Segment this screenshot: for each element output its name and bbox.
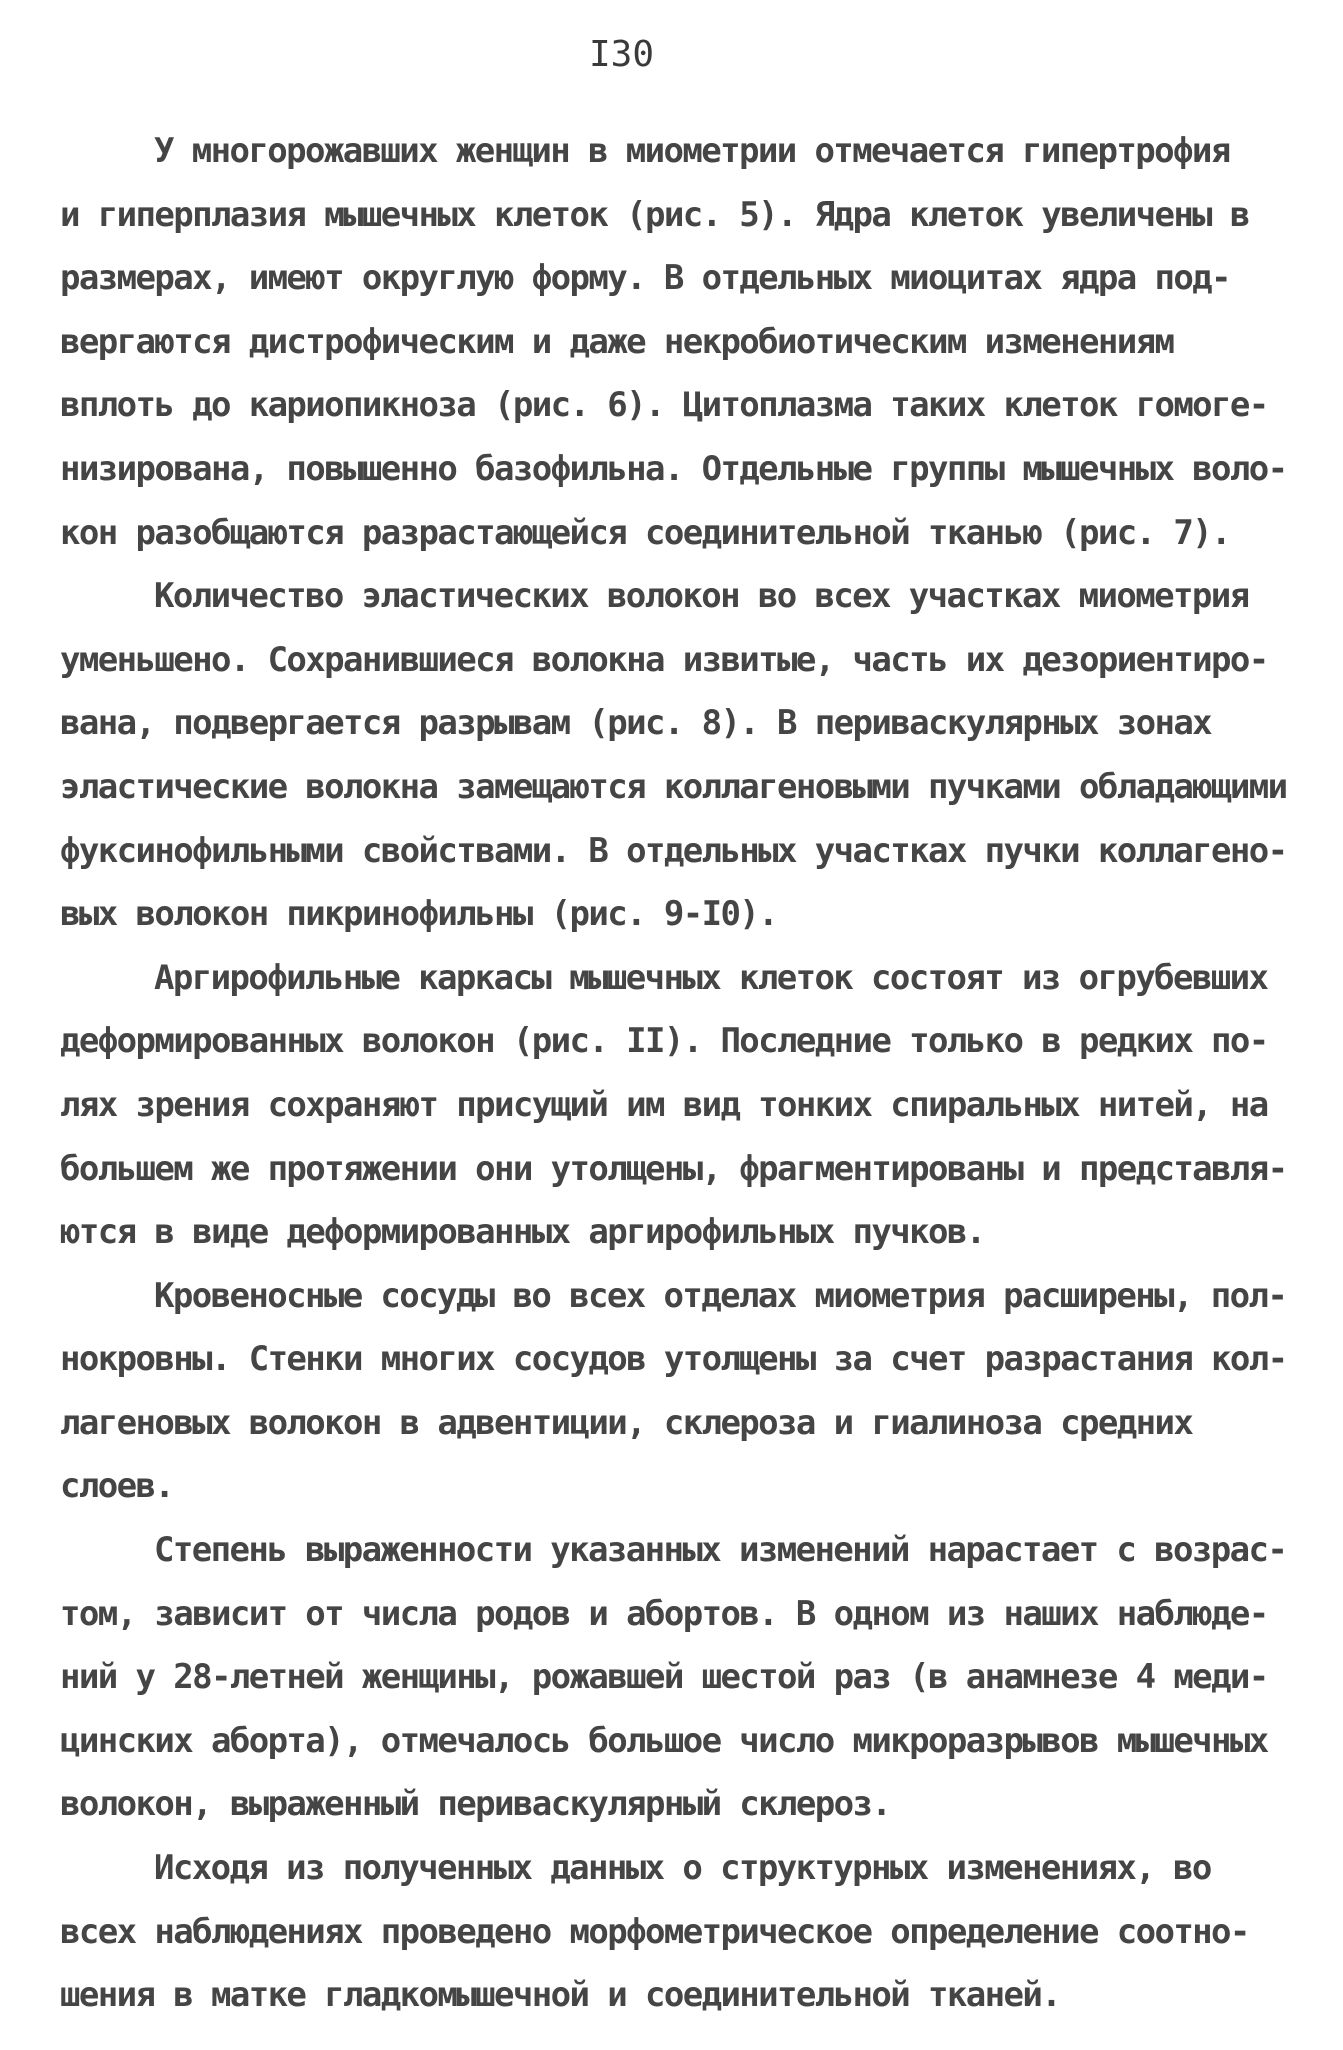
- text-line: ются в виде деформированных аргирофильных пучков.: [60, 1212, 985, 1253]
- document-body: [60, 120, 1290, 2028]
- text-line: лях зрения сохраняют присущий им вид тонких спиральных нитей, на: [60, 1084, 1268, 1125]
- text-line: низирована, повышенно базофильна. Отдельные группы мышечных воло-: [60, 448, 1287, 489]
- text-line: эластические волокна замещаются коллагеновыми пучками обладающими: [60, 766, 1287, 807]
- text-line: вергаются дистрофическим и даже некробиотическим изменениям: [60, 321, 1174, 362]
- text-line: Степень выраженности указанных изменений нарастает с возрас-: [154, 1530, 1287, 1571]
- text-line: вых волокон пикринофильны (рис. 9-I0).: [60, 894, 778, 935]
- text-line: У многорожавших женщин в миометрии отмечается гипертрофия: [154, 131, 1230, 171]
- text-line: волокон, выраженный периваскулярный склероз.: [60, 1784, 891, 1825]
- text-line: ний у 28-летней женщины, рожавшей шестой раз (в анамнезе 4 меди-: [60, 1657, 1268, 1698]
- text-line: Количество эластических волокон во всех участках миометрия: [154, 576, 1249, 617]
- text-line: большем же протяжении они утолщены, фрагментированы и представля-: [60, 1148, 1287, 1189]
- text-line: Исходя из полученных данных о структурных изменениях, во: [154, 1848, 1211, 1889]
- text-line: деформированных волокон (рис. II). Последние только в редких по-: [60, 1021, 1268, 1062]
- text-line: нокровны. Стенки многих сосудов утолщены за счет разрастания кол-: [60, 1339, 1287, 1380]
- paragraph: [60, 947, 1290, 1265]
- text-line: вплоть до кариопикноза (рис. 6). Цитоплазма таких клеток гомоге-: [60, 385, 1268, 426]
- paragraph: [60, 565, 1290, 947]
- text-line: Кровеносные сосуды во всех отделах миометрия расширены, пол-: [154, 1275, 1287, 1316]
- page-number: I30: [588, 34, 655, 75]
- text-line: лагеновых волокон в адвентиции, склероза и гиалиноза средних: [60, 1402, 1193, 1443]
- paragraph: [60, 1519, 1290, 1837]
- text-line: Аргирофильные каркасы мышечных клеток состоят из огрубевших: [154, 957, 1268, 998]
- text-line: кон разобщаются разрастающейся соединительной тканью (рис. 7).: [60, 512, 1230, 553]
- paragraph: [60, 1265, 1290, 1519]
- text-line: шения в матке гладкомышечной и соединительной тканей.: [60, 1975, 1061, 2016]
- text-line: всех наблюдениях проведено морфометрическое определение соотно-: [60, 1911, 1249, 1952]
- paragraph: [60, 120, 1290, 565]
- text-line: размерах, имеют округлую форму. В отдельных миоцитах ядра под-: [60, 258, 1230, 299]
- text-line: уменьшено. Сохранившиеся волокна извитые, часть их дезориентиро-: [60, 639, 1268, 680]
- paragraph: [60, 1837, 1290, 2028]
- text-line: цинских аборта), отмечалось большое число микроразрывов мышечных: [60, 1720, 1268, 1761]
- text-line: вана, подвергается разрывам (рис. 8). В периваскулярных зонах: [60, 703, 1212, 744]
- text-line: фуксинофильными свойствами. В отдельных участках пучки коллагено-: [60, 830, 1287, 871]
- text-line: и гиперплазия мышечных клеток (рис. 5). Ядра клеток увеличены в: [60, 194, 1249, 235]
- text-line: слоев.: [60, 1466, 174, 1507]
- text-line: том, зависит от числа родов и абортов. В одном из наших наблюде-: [60, 1593, 1268, 1634]
